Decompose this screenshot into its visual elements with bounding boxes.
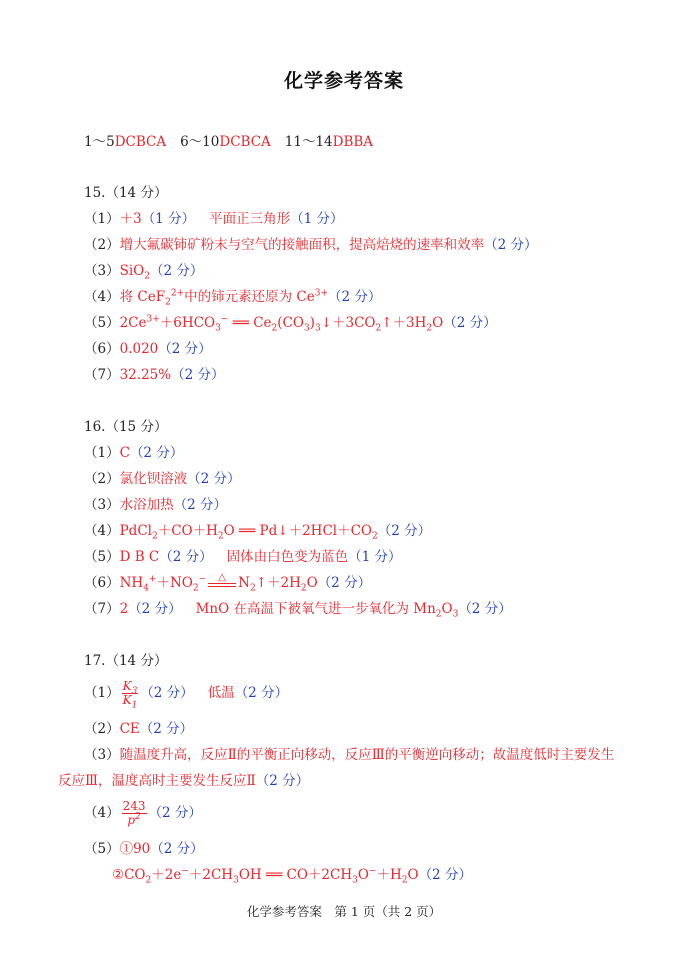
q15-answer-7: （7）32.25%（2 分）: [84, 367, 225, 383]
heat-condition-arrow: △: [208, 580, 236, 587]
choice-answers: 1～5DCBCA 6～10DCBCA 11～14DBBA: [84, 134, 374, 150]
q15-answer-1: （1）＋3（1 分） 平面正三角形（1 分）: [84, 211, 344, 227]
q17-answer-3-line1: （3）随温度升高，反应Ⅱ的平衡正向移动，反应Ⅲ的平衡逆向移动；故温度低时主要发生: [84, 747, 615, 763]
q17-answer-5-part2: $②CO_2+2e^-+2CH_3OH$ ══ $CO+2CH_3O^-+H_2O(2$ 分）: [112, 866, 472, 886]
q16-answer-2: （2）氯化钡溶液（2 分）: [84, 471, 241, 487]
q17-answer-1: （1） $\frac{K_3}{K_1}$ （2 分） 低温（2 分）: [84, 679, 289, 711]
fraction-243-p2: $\frac{243}{p^2}$: [122, 799, 146, 827]
q16-header: 16.（15 分）: [84, 419, 168, 435]
q16-answer-4: $(4)PdCl_2+CO+H_2O$ ══ $Pd↓+2HCl+CO_2(2$ 分）: [84, 523, 432, 542]
q16-answer-6: $(6)NH_4^++NO_2^-$ △ $N_2↑+2H_2O(2$ 分）: [84, 572, 372, 594]
q15-header: 15.（14 分）: [84, 185, 168, 201]
q15-answer-2: （2）增大氟碳铈矿粉末与空气的接触面积，提高焙烧的速率和效率（2 分）: [84, 237, 538, 253]
q17-answer-3-line2: 反应Ⅲ，温度高时主要发生反应Ⅱ（2 分）: [58, 773, 310, 789]
q16-answer-3: （3）水浴加热（2 分）: [84, 497, 227, 513]
q15-answer-3: （3）SiO$_2$（2 分）: [84, 263, 204, 282]
q15-answer-4: （4）将 CeF$_2^{2+}$中的铈元素还原为 $Ce^{3+}(2$ 分）: [84, 288, 382, 308]
page-title: 化学参考答案: [283, 70, 404, 92]
q16-answer-5: （5）D B C（2 分） 固体由白色变为蓝色（1 分）: [84, 549, 402, 565]
q15-answer-6: （6）0.020（2 分）: [84, 341, 212, 357]
q17-answer-2: （2）CE（2 分）: [84, 721, 194, 737]
q17-answer-5: （5）①90（2 分）: [84, 841, 204, 857]
page-footer: 化学参考答案 第 1 页（共 2 页）: [246, 904, 442, 919]
q17-header: 17.（14 分）: [84, 653, 168, 669]
q16-answer-1: （1）C（2 分）: [84, 445, 184, 461]
q17-answer-4: （4） $\frac{243}{p^2}$ （2 分）: [84, 799, 202, 827]
fraction-k3-k1: $\frac{K_3}{K_1}$: [122, 679, 138, 711]
q16-answer-7: （7）2（2 分） MnO 在高温下被氧气进一步氧化为 $Mn_2O_3(2$ 分）: [84, 601, 512, 620]
q15-answer-5: $(5)2Ce^{3+}+6HCO_3^-$ ══ $Ce_2(CO_3)_3↓+3CO_2↑+3H_2O(2$ 分）: [84, 314, 497, 334]
